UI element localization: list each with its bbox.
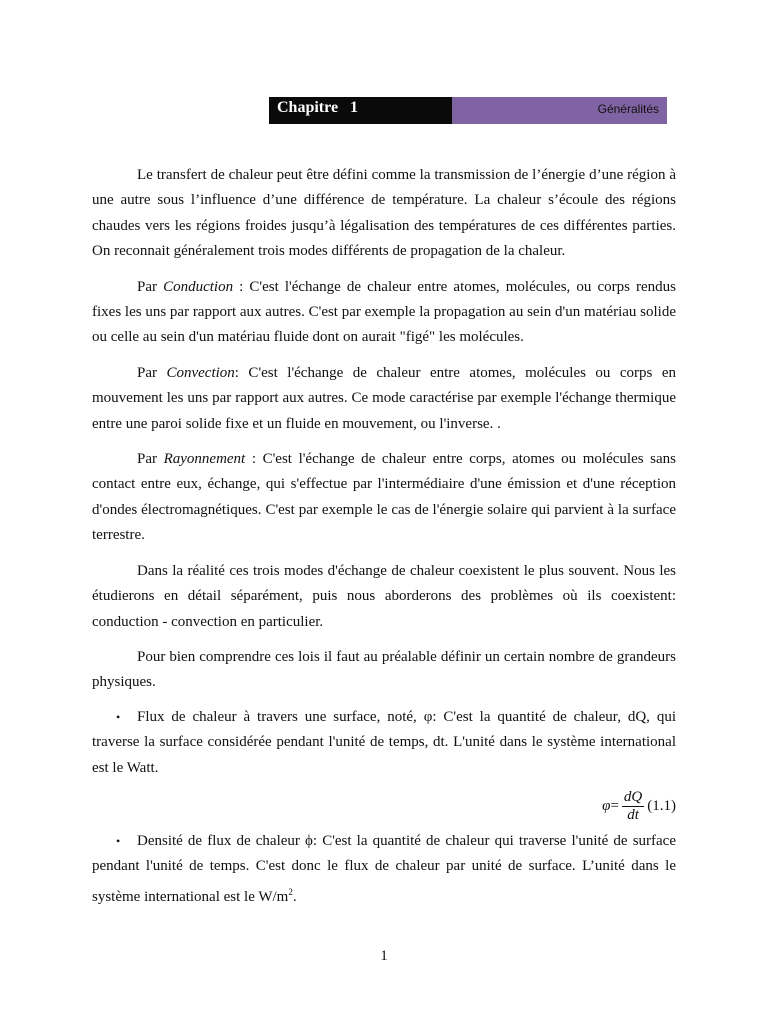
chapter-header xyxy=(269,97,667,124)
bullet-end: . xyxy=(292,888,297,905)
reality-paragraph: Dans la réalité ces trois modes d'échange de chaleur coexistent le plus souvent. Nous les étudierons en détail séparément, puis nous aborderons des problèmes où ils coexistent: conduction - convection en particulier. xyxy=(92,562,676,630)
page-number: 1 xyxy=(380,948,388,964)
equation-numerator: dQ xyxy=(623,789,643,806)
mode-term: Conduction xyxy=(163,278,234,295)
bullet-icon: • xyxy=(116,709,121,724)
mode-text: : C'est l'échange de chaleur entre atomes, molécules, ou corps rendus fixes les uns par rapport aux autres. C'est par exemple la propagation au sein d'un matériau solide ou celle au sein d'un matériau fluide dont on aurait "figé" les molécules. xyxy=(92,278,677,346)
mode-prefix: Par xyxy=(137,364,167,381)
bullet-text: Densité de flux de chaleur ϕ: C'est la quantité de chaleur qui traverse l'unité de surface pendant l'unité de temps. C'est donc le flux de chaleur par unité de surface. L’unité dans le système international est le W/m xyxy=(92,832,676,905)
document-body xyxy=(92,163,676,920)
bullet-flux xyxy=(92,705,676,781)
section-title: Généralités xyxy=(452,97,667,124)
prelim-paragraph: Pour bien comprendre ces lois il faut au préalable définir un certain nombre de grandeurs physiques. xyxy=(92,648,676,691)
mode-paragraph-conduction xyxy=(92,275,676,351)
chapter-title: Chapitre 1 xyxy=(269,97,452,124)
mode-term: Rayonnement xyxy=(163,451,246,468)
equation-equals: = xyxy=(610,798,619,815)
intro-paragraph: Le transfert de chaleur peut être défini comme la transmission de l’énergie d’une région à une autre sous l’influence d’une différence de température. La chaleur s’écoule des régions chaudes vers les régions froides jusqu’à légalisation des températures de ces différentes parties. On reconnait généralement trois modes différents de propagation de la chaleur. xyxy=(92,167,676,260)
equation-denominator: dt xyxy=(627,807,639,824)
mode-prefix: Par xyxy=(137,451,164,468)
bullet-density xyxy=(92,829,676,910)
mode-paragraph-rayonnement xyxy=(92,447,676,549)
unit-superscript: 2 xyxy=(288,886,293,897)
mode-text: : C'est l'échange de chaleur entre corps, atomes ou molécules sans contact entre eux, échange, qui s'effectue par l'intermédiaire d'une émission et d'une réception d'ondes électromagnétiques. C'est par exemple le cas de l'énergie solaire qui parvient à la surface terrestre. xyxy=(92,451,676,544)
mode-text: : C'est l'échange de chaleur entre atomes, molécules ou corps en mouvement les uns par rapport aux autres. Ce mode caractérise par exemple l'échange thermique entre une paroi solide fixe et un fluide en mouvement, ou l'inverse. . xyxy=(92,364,676,432)
mode-paragraph-convection xyxy=(92,361,676,437)
bullet-icon: • xyxy=(116,833,121,848)
equation-1-1 xyxy=(92,787,676,827)
mode-prefix: Par xyxy=(137,278,164,295)
equation-label: (1.1) xyxy=(647,798,676,815)
bullet-text: Flux de chaleur à travers une surface, noté, φ: C'est la quantité de chaleur, dQ, qui traverse la surface considérée pendant l'unité de temps, dt. L'unité dans le système international est le Watt. xyxy=(92,708,676,776)
mode-term: Convection xyxy=(166,364,235,381)
equation-lhs: φ xyxy=(602,798,611,815)
equation-fraction xyxy=(622,789,644,824)
